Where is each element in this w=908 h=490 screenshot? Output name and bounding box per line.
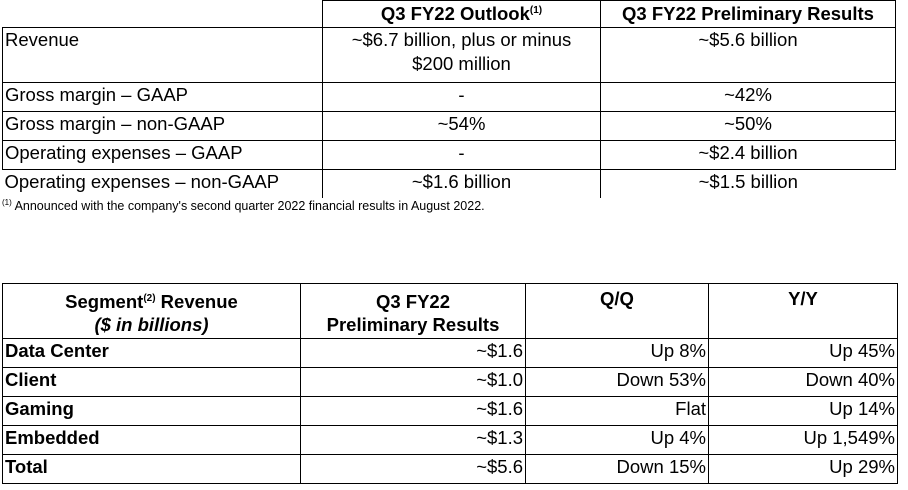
segment-qq: Up 8% bbox=[526, 339, 709, 368]
metric-label: Operating expenses – non-GAAP bbox=[3, 170, 323, 199]
table-row bbox=[3, 28, 896, 83]
header-yy-label: Y/Y bbox=[788, 288, 818, 309]
metric-label: Operating expenses – GAAP bbox=[3, 141, 323, 170]
segment-result: ~$5.6 bbox=[301, 455, 526, 484]
segment-result: ~$1.6 bbox=[301, 339, 526, 368]
header-results bbox=[301, 284, 526, 339]
outlook-table bbox=[2, 0, 896, 198]
table-row bbox=[3, 339, 898, 368]
metric-label: Gross margin – non-GAAP bbox=[3, 112, 323, 141]
header-qq bbox=[526, 284, 709, 339]
outlook-line-2: $200 million bbox=[412, 53, 511, 74]
header-qq-label: Q/Q bbox=[600, 288, 634, 309]
preliminary-value: ~$5.6 billion bbox=[601, 28, 896, 83]
segment-qq: Flat bbox=[526, 397, 709, 426]
table-row bbox=[3, 368, 898, 397]
outlook-header-row bbox=[3, 1, 896, 28]
table-row bbox=[3, 141, 896, 170]
preliminary-value: ~$2.4 billion bbox=[601, 141, 896, 170]
segment-qq: Down 15% bbox=[526, 455, 709, 484]
outlook-value: - bbox=[323, 83, 601, 112]
segment-yy: Up 14% bbox=[709, 397, 898, 426]
segment-qq: Down 53% bbox=[526, 368, 709, 397]
segment-result: ~$1.3 bbox=[301, 426, 526, 455]
segment-name: Gaming bbox=[3, 397, 301, 426]
header-results-line-1: Q3 FY22 bbox=[375, 291, 451, 312]
footnote-ref-2: (2) bbox=[143, 293, 156, 304]
segment-yy: Up 1,549% bbox=[709, 426, 898, 455]
outlook-value: ~$1.6 billion bbox=[323, 170, 601, 199]
header-preliminary: Q3 FY22 Preliminary Results bbox=[601, 1, 896, 28]
outlook-line-1: ~$6.7 billion, plus or minus bbox=[351, 29, 572, 50]
segment-result: ~$1.6 bbox=[301, 397, 526, 426]
header-outlook-label: Q3 FY22 Outlook bbox=[380, 3, 530, 24]
footnote bbox=[2, 199, 485, 213]
segment-qq: Up 4% bbox=[526, 426, 709, 455]
footnote-ref-1: (1) bbox=[529, 5, 543, 16]
table-row bbox=[3, 112, 896, 141]
header-segment-revenue: Revenue bbox=[155, 291, 238, 312]
footnote-mark: (1) bbox=[2, 198, 12, 207]
header-segment-units: ($ in billions) bbox=[94, 314, 209, 335]
preliminary-value: ~$1.5 billion bbox=[601, 170, 896, 199]
outlook-value bbox=[323, 28, 601, 83]
segment-result: ~$1.0 bbox=[301, 368, 526, 397]
outlook-value: ~54% bbox=[323, 112, 601, 141]
table-row bbox=[3, 83, 896, 112]
segment-revenue-table bbox=[2, 283, 898, 484]
segment-name: Data Center bbox=[3, 339, 301, 368]
header-segment-label: Segment bbox=[65, 291, 144, 312]
preliminary-value: ~42% bbox=[601, 83, 896, 112]
metric-label: Revenue bbox=[3, 28, 323, 83]
header-yy bbox=[709, 284, 898, 339]
segment-name: Total bbox=[3, 455, 301, 484]
table-row bbox=[3, 170, 896, 199]
segment-name: Embedded bbox=[3, 426, 301, 455]
header-blank-cell bbox=[3, 1, 323, 28]
outlook-value: - bbox=[323, 141, 601, 170]
header-outlook bbox=[323, 1, 601, 28]
segment-name: Client bbox=[3, 368, 301, 397]
preliminary-value: ~50% bbox=[601, 112, 896, 141]
segment-yy: Down 40% bbox=[709, 368, 898, 397]
segment-yy: Up 45% bbox=[709, 339, 898, 368]
table-row bbox=[3, 426, 898, 455]
header-results-line-2: Preliminary Results bbox=[326, 314, 500, 335]
footnote-text: Announced with the company's second quarter 2022 financial results in August 2022. bbox=[11, 199, 485, 213]
segment-header-row bbox=[3, 284, 898, 339]
table-row bbox=[3, 397, 898, 426]
metric-label: Gross margin – GAAP bbox=[3, 83, 323, 112]
table-row bbox=[3, 455, 898, 484]
segment-yy: Up 29% bbox=[709, 455, 898, 484]
header-segment bbox=[3, 284, 301, 339]
